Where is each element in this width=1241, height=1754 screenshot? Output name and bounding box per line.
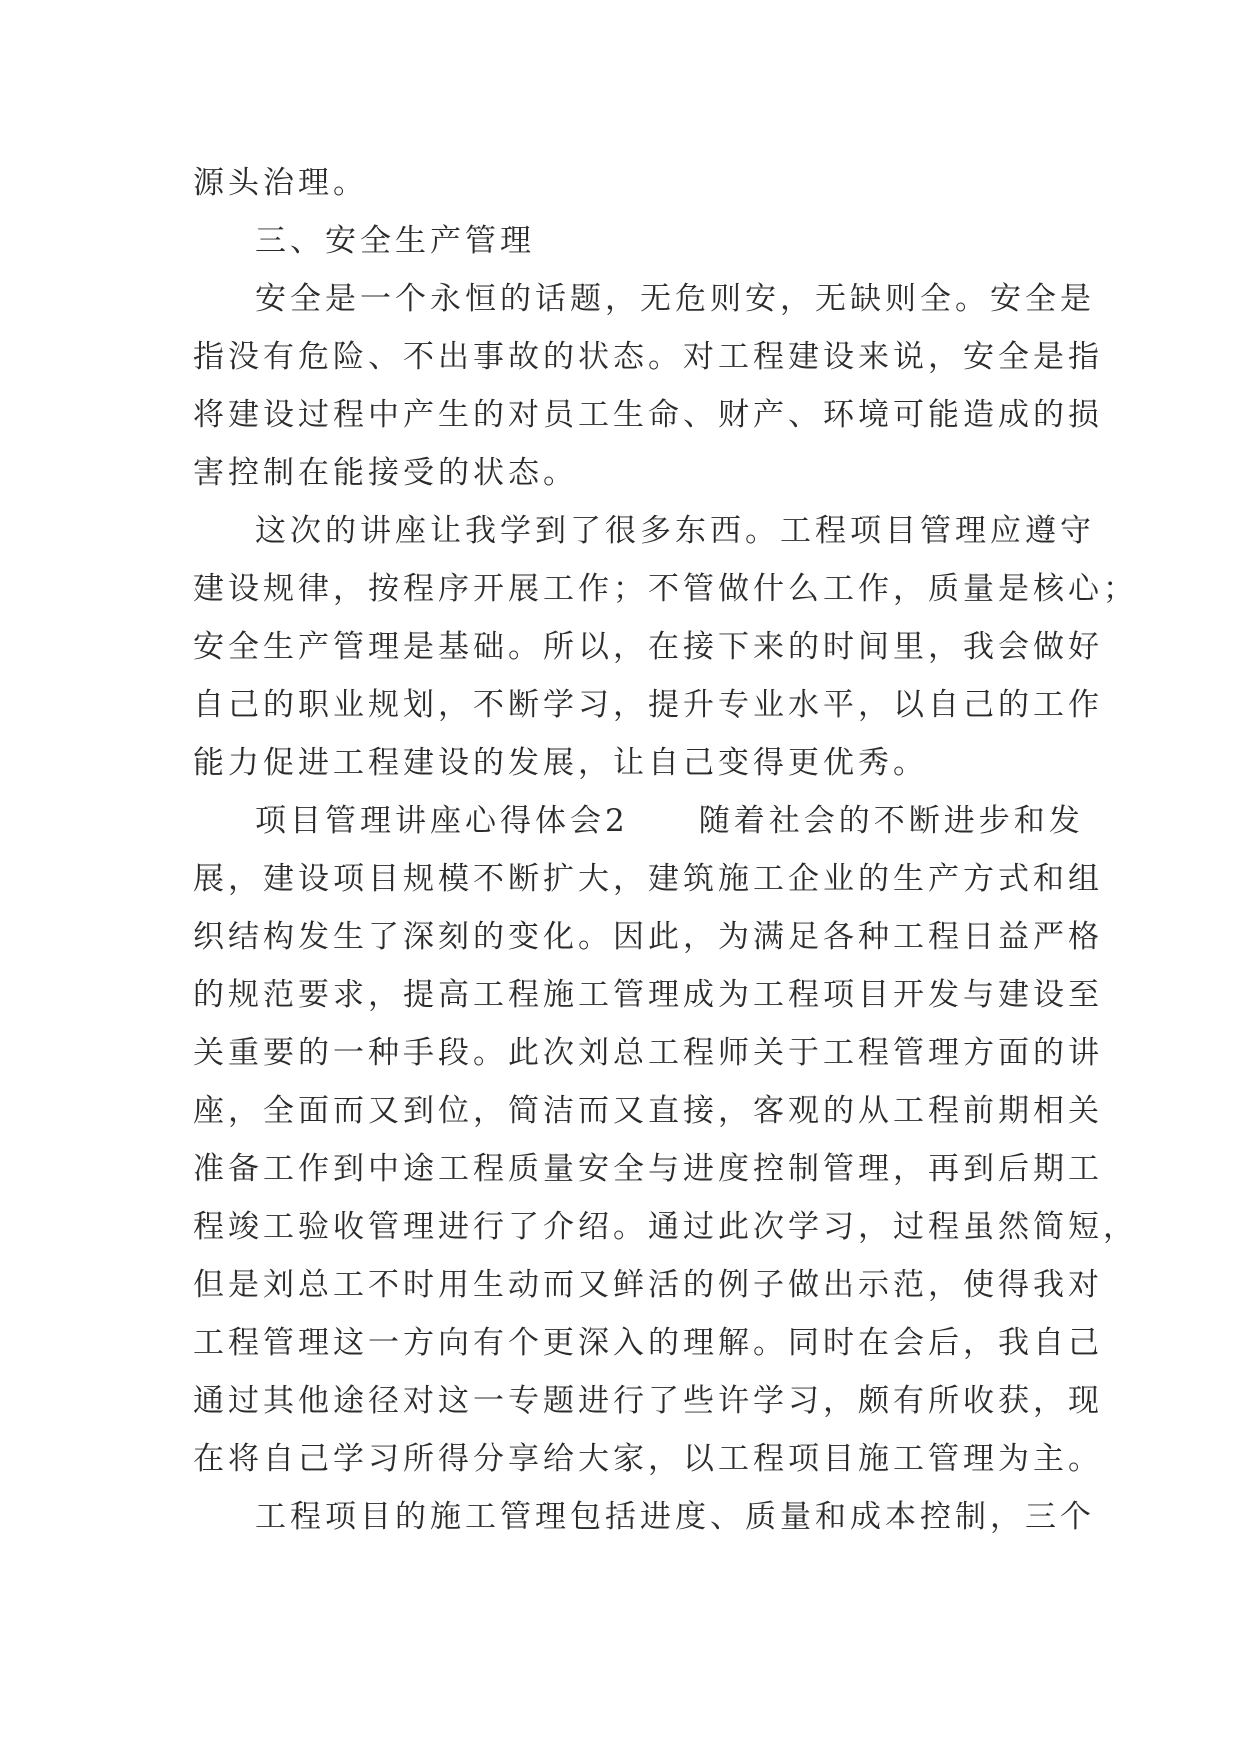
text-line: 自己的职业规划，不断学习，提升专业水平，以自己的工作	[193, 687, 1103, 723]
text-line: 展，建设项目规模不断扩大，建筑施工企业的生产方式和组	[193, 861, 1103, 897]
section-heading: 三、安全生产管理	[255, 223, 535, 259]
text-line: 建设规律，按程序开展工作；不管做什么工作，质量是核心；	[193, 571, 1138, 607]
text-line: 在将自己学习所得分享给大家，以工程项目施工管理为主。	[193, 1441, 1103, 1477]
text-line: 程竣工验收管理进行了介绍。通过此次学习，过程虽然简短，	[193, 1209, 1138, 1245]
text-line: 但是刘总工不时用生动而又鲜活的例子做出示范，使得我对	[193, 1267, 1103, 1303]
text-line: 项目管理讲座心得体会2 随着社会的不断进步和发	[255, 803, 1084, 839]
text-line: 指没有危险、不出事故的状态。对工程建设来说，安全是指	[193, 339, 1103, 375]
text-line: 工程管理这一方向有个更深入的理解。同时在会后，我自己	[193, 1325, 1103, 1361]
text-line: 的规范要求，提高工程施工管理成为工程项目开发与建设至	[193, 977, 1103, 1013]
text-line: 安全生产管理是基础。所以，在接下来的时间里，我会做好	[193, 629, 1103, 665]
text-line: 将建设过程中产生的对员工生命、财产、环境可能造成的损	[193, 397, 1103, 433]
text-line: 织结构发生了深刻的变化。因此，为满足各种工程日益严格	[193, 919, 1103, 955]
text-line: 通过其他途径对这一专题进行了些许学习，颇有所收获，现	[193, 1383, 1103, 1419]
text-line: 座，全面而又到位，简洁而又直接，客观的从工程前期相关	[193, 1093, 1103, 1129]
text-line: 准备工作到中途工程质量安全与进度控制管理，再到后期工	[193, 1151, 1103, 1187]
text-line: 能力促进工程建设的发展，让自己变得更优秀。	[193, 745, 928, 781]
document-body	[193, 154, 1138, 1546]
text-line: 害控制在能接受的状态。	[193, 455, 578, 491]
text-line: 安全是一个永恒的话题，无危则安，无缺则全。安全是	[255, 281, 1095, 317]
text-line: 关重要的一种手段。此次刘总工程师关于工程管理方面的讲	[193, 1035, 1103, 1071]
text-line: 工程项目的施工管理包括进度、质量和成本控制，三个	[255, 1499, 1095, 1535]
text-line: 这次的讲座让我学到了很多东西。工程项目管理应遵守	[255, 513, 1095, 549]
text-line: 源头治理。	[193, 165, 368, 201]
